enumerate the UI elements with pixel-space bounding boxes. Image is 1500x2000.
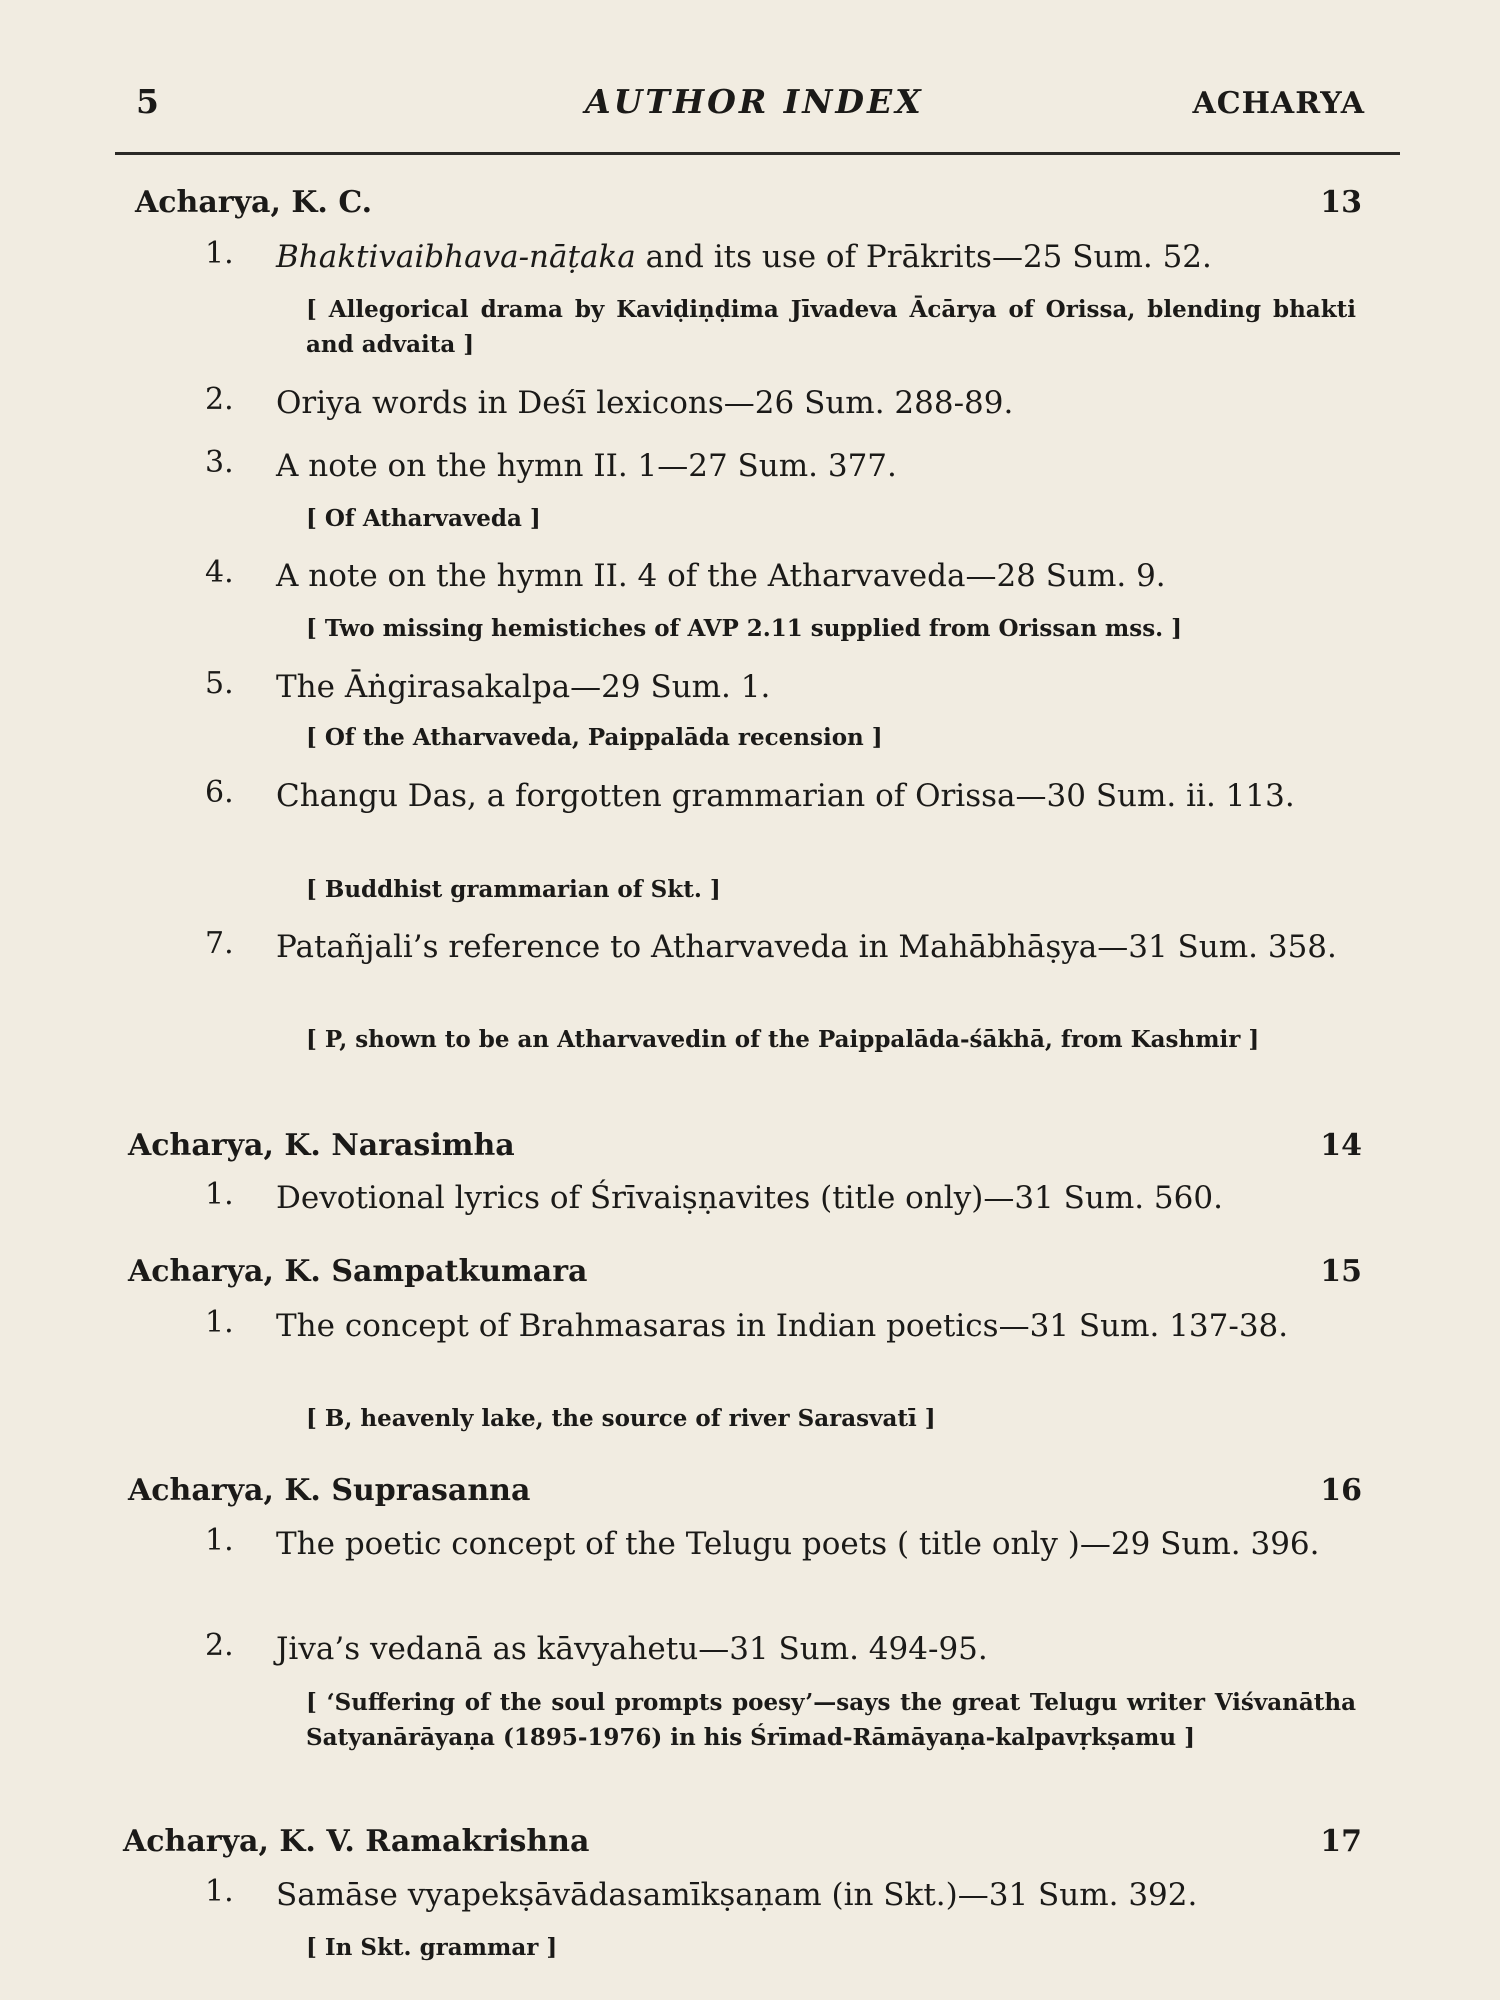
author-name: Acharya, K. C.	[135, 185, 373, 220]
entry-note: [ P, shown to be an Atharvavedin of the Paippalāda-śākhā, from Kashmir ]	[306, 1026, 1260, 1053]
page-header	[0, 78, 1500, 128]
entry-title: The concept of Brahmasaras in Indian poetics—31 Sum. 137-38.	[276, 1308, 1289, 1344]
author-name: Acharya, K. V. Ramakrishna	[123, 1824, 590, 1859]
author-number: 17	[1320, 1824, 1362, 1859]
entry-title	[276, 236, 1351, 278]
entry-number: 1.	[205, 1874, 234, 1909]
header-rule	[115, 152, 1400, 155]
entry-note: [ ‘Suffering of the soul prompts poesy’—says the great Telugu writer Viśvanātha Satyanārāyaṇa (1895-1976) in his Śrīmad-Rāmāyaṇa-kalpavṛkṣamu ]	[306, 1689, 1356, 1751]
running-head: ACHARYA	[1192, 86, 1365, 121]
author-number: 14	[1320, 1128, 1362, 1163]
entry-title: Devotional lyrics of Śrīvaiṣṇavites (title only)—31 Sum. 560.	[276, 1180, 1223, 1216]
entry-number: 3.	[205, 445, 234, 480]
page-number: 5	[136, 82, 159, 121]
entry-number: 6.	[205, 775, 234, 810]
entry-note: [ B, heavenly lake, the source of river Sarasvatī ]	[306, 1405, 936, 1432]
entry-number: 1.	[205, 1523, 234, 1558]
entry-title: The poetic concept of the Telugu poets ( title only )—29 Sum. 396.	[276, 1526, 1320, 1562]
entry-number: 2.	[205, 1628, 234, 1663]
entry-title: Oriya words in Deśī lexicons—26 Sum. 288-89.	[276, 385, 1014, 421]
author-name: Acharya, K. Narasimha	[128, 1128, 515, 1163]
entry-title: Changu Das, a forgotten grammarian of Orissa—30 Sum. ii. 113.	[276, 778, 1295, 814]
entry-title-italic: Bhaktivaibhava-nāṭaka	[276, 239, 636, 275]
entry-note: [ Two missing hemistiches of AVP 2.11 supplied from Orissan mss. ]	[306, 615, 1183, 642]
author-heading	[0, 1128, 1500, 1168]
entry-title: Patañjali’s reference to Atharvaveda in Mahābhāṣya—31 Sum. 358.	[276, 929, 1337, 965]
entry-number: 1.	[205, 1305, 234, 1340]
entry-number: 4.	[205, 555, 234, 590]
entry-number: 5.	[205, 666, 234, 701]
entry-note: [ Of Atharvaveda ]	[306, 505, 541, 532]
author-number: 16	[1320, 1473, 1362, 1508]
author-number: 13	[1320, 185, 1362, 220]
author-heading	[0, 1824, 1500, 1864]
entry-number: 1.	[205, 236, 234, 271]
entry-title: Jiva’s vedanā as kāvyahetu—31 Sum. 494-95.	[276, 1631, 988, 1667]
entry-note: [ Of the Atharvaveda, Paippalāda recension ]	[306, 724, 883, 751]
author-heading	[0, 1473, 1500, 1513]
author-heading	[0, 1254, 1500, 1294]
entry-note: [ Buddhist grammarian of Skt. ]	[306, 876, 721, 903]
entry-number: 7.	[205, 926, 234, 961]
author-name: Acharya, K. Suprasanna	[128, 1473, 531, 1508]
entry-number: 1.	[205, 1177, 234, 1212]
entry-title: A note on the hymn II. 4 of the Atharvaveda—28 Sum. 9.	[276, 558, 1166, 594]
entry-number: 2.	[205, 382, 234, 417]
author-name: Acharya, K. Sampatkumara	[128, 1254, 588, 1289]
page-title: AUTHOR INDEX	[585, 82, 924, 121]
entry-title: Samāse vyapekṣāvādasamīkṣaṇam (in Skt.)—31 Sum. 392.	[276, 1877, 1198, 1913]
entry-note: [ Allegorical drama by Kaviḍiṇḍima Jīvadeva Ācārya of Orissa, blending bhakti and advaita ]	[306, 296, 1356, 358]
author-heading	[0, 185, 1500, 225]
entry-note: [ In Skt. grammar ]	[306, 1934, 558, 1961]
entry-title: A note on the hymn II. 1—27 Sum. 377.	[276, 448, 897, 484]
entry-title: The Āṅgirasakalpa—29 Sum. 1.	[276, 669, 771, 705]
author-number: 15	[1320, 1254, 1362, 1289]
entry-title-rest: and its use of Prākrits—25 Sum. 52.	[635, 239, 1212, 275]
